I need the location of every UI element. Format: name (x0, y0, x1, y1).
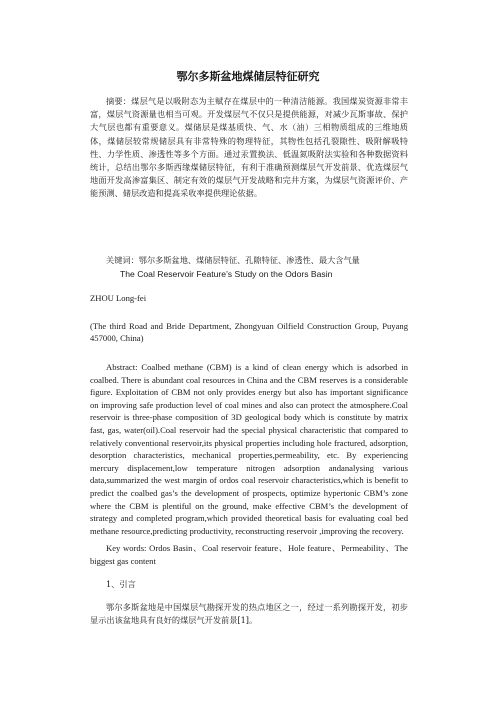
author-name: ZHOU Long-fei (90, 293, 147, 303)
keywords-chinese: 关键词：鄂尔多斯盆地、煤储层特征、孔隙特征、渗透性、最大含气量 (106, 255, 360, 265)
english-title: The Coal Reservoir Feature’s Study on the Odors Basin (120, 269, 333, 279)
abstract-english: Abstract: Coalbed methane (CBM) is a kind of clean energy which is adsorbed in coalbed. There is abundant coal resources in China and the CBM reserves is a considerable figure. Exploitation of CBM not only provides energy but also has important significance on improving safe production level of coal mines and also can protect the atmosphere.Coal reservoir is three-phase composition of 3D geological body which is constitute by matrix fast, gas, water(oil).Coal reservoir had the special physical characteristic that compared to relatively conventional reservoir,its physical properties including hole fractured, adsorption, desorption characteristics, mechanical properties,permeability, etc. By experiencing mercury displacement,low temperature nitrogen adsorption andanalysing various data,summarized the west margin of ordos coal reservoir characteristics,which is benefit to predict the coalbed gas’s the development of prospects, optimize hypertonic CBM’s zone where the CBM is plentiful on the ground, make effective CBM’s the development of strategy and completed program,which provided theoretical basis for evaluating coal bed methane resource,predicting productivity, reconstructing reservoir ,improving the recovery. (90, 362, 408, 536)
author-affiliation: (The third Road and Bride Department, Zhongyuan Oilfield Construction Group, Puyang 457000, China) (90, 321, 408, 344)
keywords-english: Key words: Ordos Basin、Coal reservoir feature、Hole feature、Permeability、The biggest gas content (90, 543, 408, 566)
abstract-chinese: 摘要：煤层气是以吸附态为主赋存在煤层中的一种清洁能源。我国煤炭资源非常丰富，煤层气资源量也相当可观。开发煤层气不仅只是提供能源，对减少瓦斯事故、保护大气层也都有重要意义。煤储层是煤基质快、气、水（油）三相物质组成的三维地质体，煤储层较常规储层具有非常特殊的物理特征，其物性包括孔裂隙性、吸附解吸特性、力学性质、渗透性等多个方面。通过汞置换法、低温氮吸附法实验和各种数据资料统计，总结出鄂尔多斯西缘煤储层特征，有利于准确预测煤层气开发前景、优选煤层气地面开发高渗富集区、制定有效的煤层气开发战略和完井方案，为煤层气资源评价、产能预测、储层改造和提高采收率提供理论依据。 (90, 96, 408, 199)
section-introduction-text: 鄂尔多斯盆地是中国煤层气勘探开发的热点地区之一，经过一系列勘探开发，初步显示出该盆地具有良好的煤层气开发前景[1]。 (90, 602, 408, 626)
paper-title: 鄂尔多斯盆地煤储层特征研究 (176, 70, 320, 83)
section-heading-introduction: 1、引言 (106, 579, 136, 589)
